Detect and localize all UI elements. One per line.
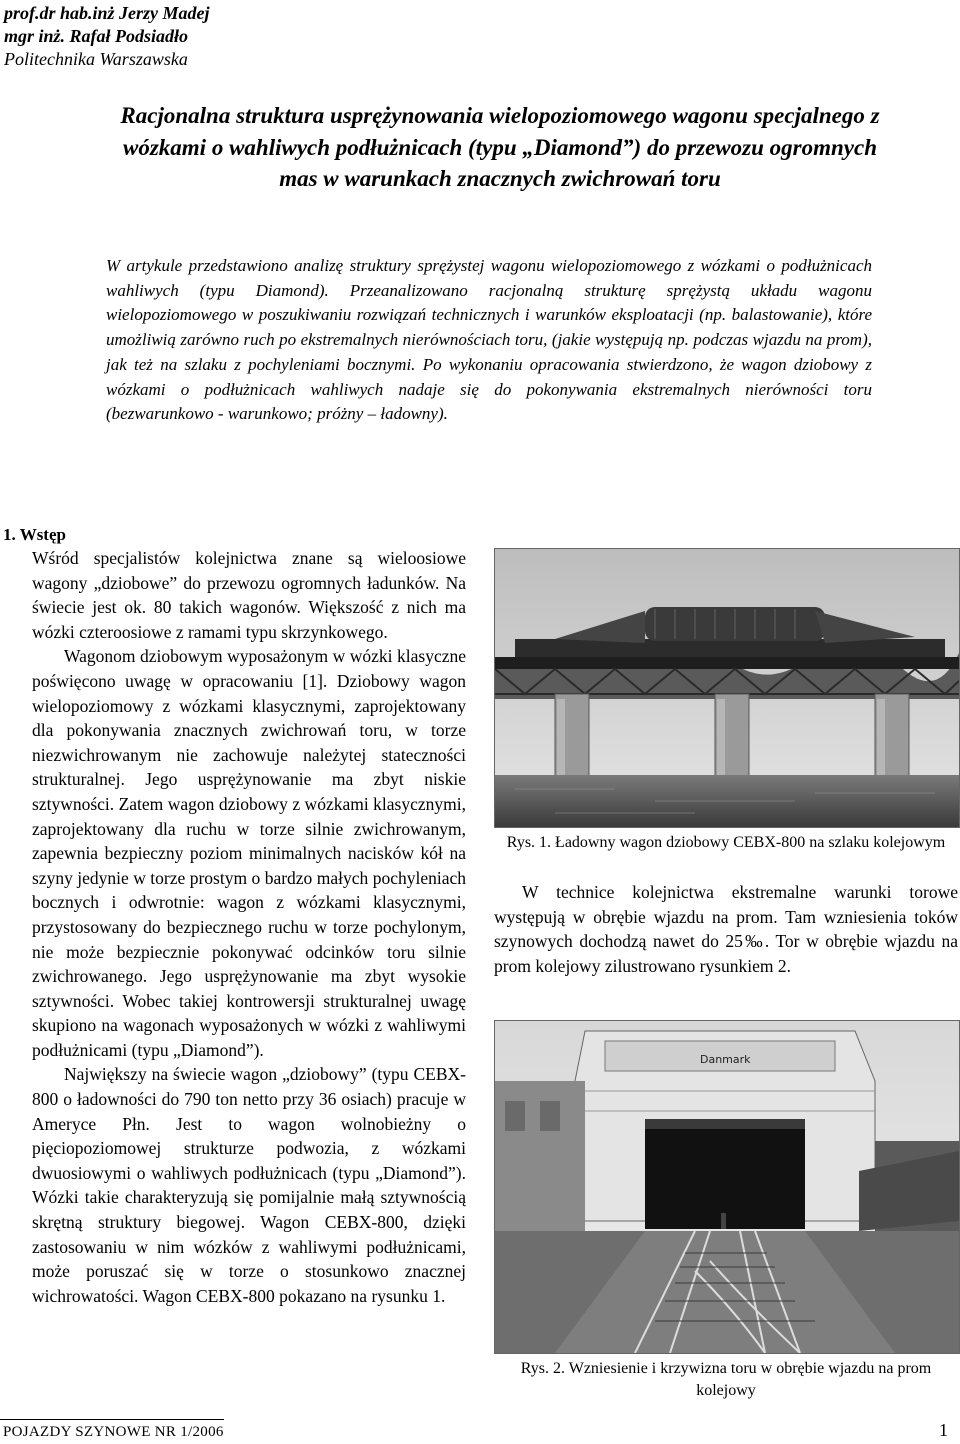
author-2: mgr inż. Rafał Podsiadło <box>4 26 189 46</box>
authors-block <box>4 2 210 71</box>
figure-1-caption: Rys. 1. Ładowny wagon dziobowy CEBX-800 na szlaku kolejowym <box>506 834 946 851</box>
ship-name: Danmark <box>700 1053 751 1066</box>
right-column <box>494 880 958 978</box>
section-heading: 1. Wstęp <box>3 525 66 544</box>
paragraph-3: Największy na świecie wagon „dziobowy” (typu CEBX-800 o ładowności do 790 ton netto przy 36 osiach) pracuje w Ameryce Płn. Jest to wagon wolnobieżny o pięciopoziomowej strukturze podwozia, z wózkami dwuosiowymi o wahliwych podłużnicach (typu „Diamond”). Wózki takie charakteryzują się pomijalnie małą sztywnością skrętną struktury biegowej. Wagon CEBX-800, dzięki zastosowaniu w nim wózków z wahliwymi podłużnicami, może poruszać się w torze o stosunkowo znacznej wichrowatości. Wagon CEBX-800 pokazano na rysunku 1. <box>32 1064 466 1306</box>
footer-journal: POJAZDY SZYNOWE NR 1/2006 <box>3 1424 224 1440</box>
page-number: 1 <box>939 1420 948 1440</box>
footer-rule <box>0 1419 224 1420</box>
figure-2-caption: Rys. 2. Wzniesienie i krzywizna toru w obrębie wjazdu na prom kolejowy <box>520 1360 932 1399</box>
abstract: W artykule przedstawiono analizę struktury sprężystej wagonu wielopoziomowego z wózkami o podłużnicach wahliwych (typu Diamond). Przeanalizowano racjonalną strukturę sprężystą układu wagonu wielopoziomowego w poszukiwaniu rozwiązań technicznych i warunków eksploatacji (np. balastowanie), które umożliwią zarówno ruch po ekstremalnych nierównościach toru, (jakie występują np. podczas wjazdu na prom), jak też na szlaku z pochyleniami bocznymi. Po wykonaniu opracowania stwierdzono, że wagon dziobowy z wózkami o podłużnicach wahliwych nadaje się do pokonywania ekstremalnych nierówności toru (bezwarunkowo - warunkowo; próżny – ładowny). <box>106 256 872 424</box>
left-column <box>32 546 466 1308</box>
paragraph-2: Wagonom dziobowym wyposażonym w wózki klasyczne poświęcono uwagę w opracowaniu [1]. Dziobowy wagon wielopoziomowy z wózkami klasycznymi, zaprojektowany dla pokonywania znacznych zwichrowań toru, w torze niezwichrowanym nie zachowuje należytej stateczności strukturalnej. Jego usprężynowanie ma zbyt niskie sztywności. Zatem wagon dziobowy z wózkami klasycznymi, zaprojektowany dla ruchu w torze silnie zwichrowanym, zapewnia bezpieczny poziom minimalnych nacisków kół na szyny jedynie w torze prostym o bardzo małych pochyleniach bocznych i odwrotnie: wagon z wózkami klasycznymi, przystosowany do bezpiecznego ruchu w torze pochylonym, nie może bezpiecznie pokonywać odcinków toru silnie zwichrowanego. Jego usprężynowanie ma zbyt wysokie sztywności. Wobec takiej kontrowersji strukturalnej uwagę skupiono na wagonach wyposażonych w wózki z wahliwymi podłużnicami (typu „Diamond”). <box>32 646 466 1060</box>
right-paragraph: W technice kolejnictwa ekstremalne warunki torowe występują w obrębie wjazdu na prom. Tam wzniesienia toków szynowych dochodzą nawet do 25‰. Tor w obrębie wjazdu na prom kolejowy zilustrowano rysunkiem 2. <box>494 882 958 976</box>
figure-1-photo <box>494 548 960 828</box>
affiliation: Politechnika Warszawska <box>4 49 188 69</box>
paragraph-1: Wśród specjalistów kolejnictwa znane są wieloosiowe wagony „dziobowe” do przewozu ogromnych ładunków. Na świecie jest ok. 80 takich wagonów. Większość z nich ma wózki czteroosiowe z ramami typu skrzynkowego. <box>32 548 466 642</box>
author-1: prof.dr hab.inż Jerzy Madej <box>4 3 210 23</box>
figure-2-photo <box>494 1020 960 1354</box>
paper-title: Racjonalna struktura usprężynowania wielopoziomowego wagonu specjalnego z wózkami o wahliwych podłużnicach (typu „Diamond”) do przewozu ogromnych mas w warunkach znacznych zwichrowań toru <box>120 103 880 191</box>
